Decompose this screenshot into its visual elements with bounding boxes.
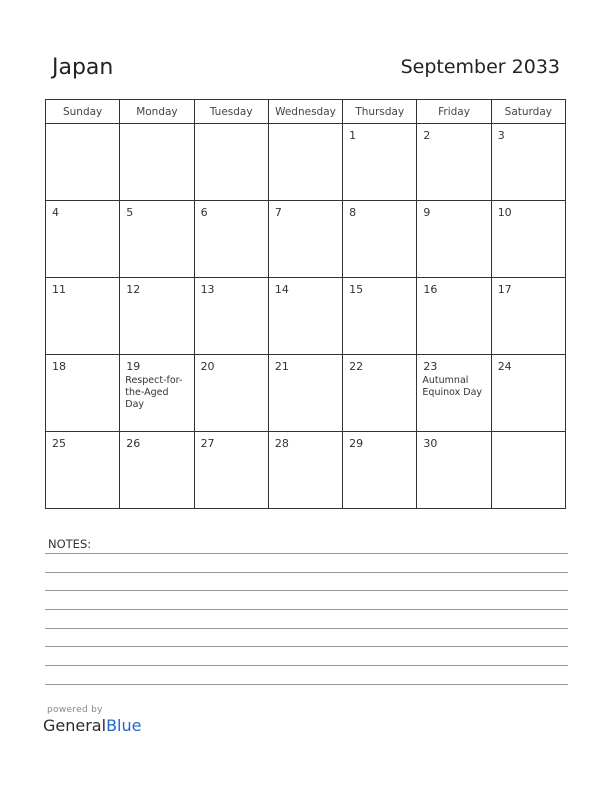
weekday-monday: Monday — [120, 100, 194, 124]
note-line — [45, 665, 568, 666]
day-number: 29 — [349, 437, 364, 450]
powered-by-text: powered by — [47, 705, 103, 715]
day-number: 5 — [126, 206, 134, 219]
calendar-grid — [45, 99, 566, 509]
day-number: 14 — [274, 283, 289, 296]
note-line — [45, 572, 568, 573]
day-cell — [268, 278, 342, 355]
day-number — [120, 124, 193, 129]
day-number: 20 — [200, 360, 215, 373]
day-number: 23 — [423, 360, 438, 373]
note-line — [45, 628, 568, 629]
day-number: 7 — [274, 206, 282, 219]
day-number: 28 — [274, 437, 289, 450]
day-cell — [491, 124, 565, 201]
holiday-label: Respect-for-the-Aged Day — [125, 375, 183, 410]
day-number: 6 — [200, 206, 208, 219]
day-cell — [194, 432, 268, 509]
day-number — [46, 124, 119, 129]
weekday-wednesday: Wednesday — [268, 100, 342, 124]
day-number: 21 — [274, 360, 289, 373]
day-cell — [417, 124, 491, 201]
day-number — [269, 124, 342, 129]
month-year-title: September 2033 — [400, 56, 560, 78]
day-cell — [268, 355, 342, 432]
day-cell — [194, 201, 268, 278]
day-number: 19 — [126, 360, 141, 373]
day-cell — [491, 432, 565, 509]
note-line — [45, 609, 568, 610]
day-number: 17 — [497, 283, 512, 296]
weekday-thursday: Thursday — [343, 100, 417, 124]
day-number: 8 — [349, 206, 357, 219]
day-cell — [491, 355, 565, 432]
day-number: 24 — [497, 360, 512, 373]
day-cell — [194, 278, 268, 355]
day-cell — [343, 201, 417, 278]
weekday-friday: Friday — [417, 100, 491, 124]
day-number: 30 — [423, 437, 438, 450]
day-number: 22 — [349, 360, 364, 373]
day-cell — [343, 355, 417, 432]
week-row-3 — [46, 278, 566, 355]
day-number: 25 — [52, 437, 66, 450]
weekday-tuesday: Tuesday — [194, 100, 268, 124]
day-cell — [46, 432, 120, 509]
day-cell — [46, 355, 120, 432]
note-line — [45, 646, 568, 647]
week-row-5 — [46, 432, 566, 509]
day-number: 11 — [52, 283, 66, 296]
holiday-label: Autumnal Equinox Day — [422, 375, 483, 398]
note-line — [45, 553, 568, 554]
day-cell — [268, 201, 342, 278]
note-line — [45, 590, 568, 591]
day-cell — [194, 355, 268, 432]
day-cell — [120, 355, 194, 432]
day-number: 2 — [423, 129, 431, 142]
day-cell — [417, 278, 491, 355]
note-line — [45, 684, 568, 685]
day-number: 4 — [52, 206, 59, 219]
generalblue-logo — [43, 716, 141, 735]
day-number — [195, 124, 268, 129]
day-cell — [343, 278, 417, 355]
notes-label: NOTES: — [48, 537, 92, 551]
day-cell — [343, 432, 417, 509]
day-cell — [120, 201, 194, 278]
day-cell — [417, 432, 491, 509]
logo-blue: Blue — [106, 716, 142, 735]
day-cell — [46, 278, 120, 355]
day-cell — [120, 278, 194, 355]
day-number: 3 — [497, 129, 505, 142]
weekday-sunday: Sunday — [46, 100, 120, 124]
day-number: 26 — [126, 437, 141, 450]
day-number: 12 — [126, 283, 141, 296]
day-cell — [194, 124, 268, 201]
weekday-header-row — [46, 100, 566, 124]
day-cell — [343, 124, 417, 201]
day-number: 13 — [200, 283, 215, 296]
day-number: 16 — [423, 283, 438, 296]
day-number: 1 — [349, 129, 357, 142]
day-number: 15 — [349, 283, 364, 296]
day-cell — [417, 355, 491, 432]
weekday-saturday: Saturday — [491, 100, 565, 124]
day-number: 10 — [497, 206, 512, 219]
day-cell — [268, 432, 342, 509]
day-number — [492, 432, 565, 437]
day-cell — [268, 124, 342, 201]
day-cell — [491, 201, 565, 278]
week-row-2 — [46, 201, 566, 278]
day-cell — [417, 201, 491, 278]
day-cell — [491, 278, 565, 355]
logo-general: General — [43, 716, 107, 735]
day-cell — [120, 124, 194, 201]
week-row-4 — [46, 355, 566, 432]
country-title: Japan — [52, 55, 114, 80]
day-number: 18 — [52, 360, 66, 373]
day-cell — [46, 201, 120, 278]
day-number: 9 — [423, 206, 431, 219]
week-row-1 — [46, 124, 566, 201]
day-number: 27 — [200, 437, 215, 450]
day-cell — [120, 432, 194, 509]
day-cell — [46, 124, 120, 201]
